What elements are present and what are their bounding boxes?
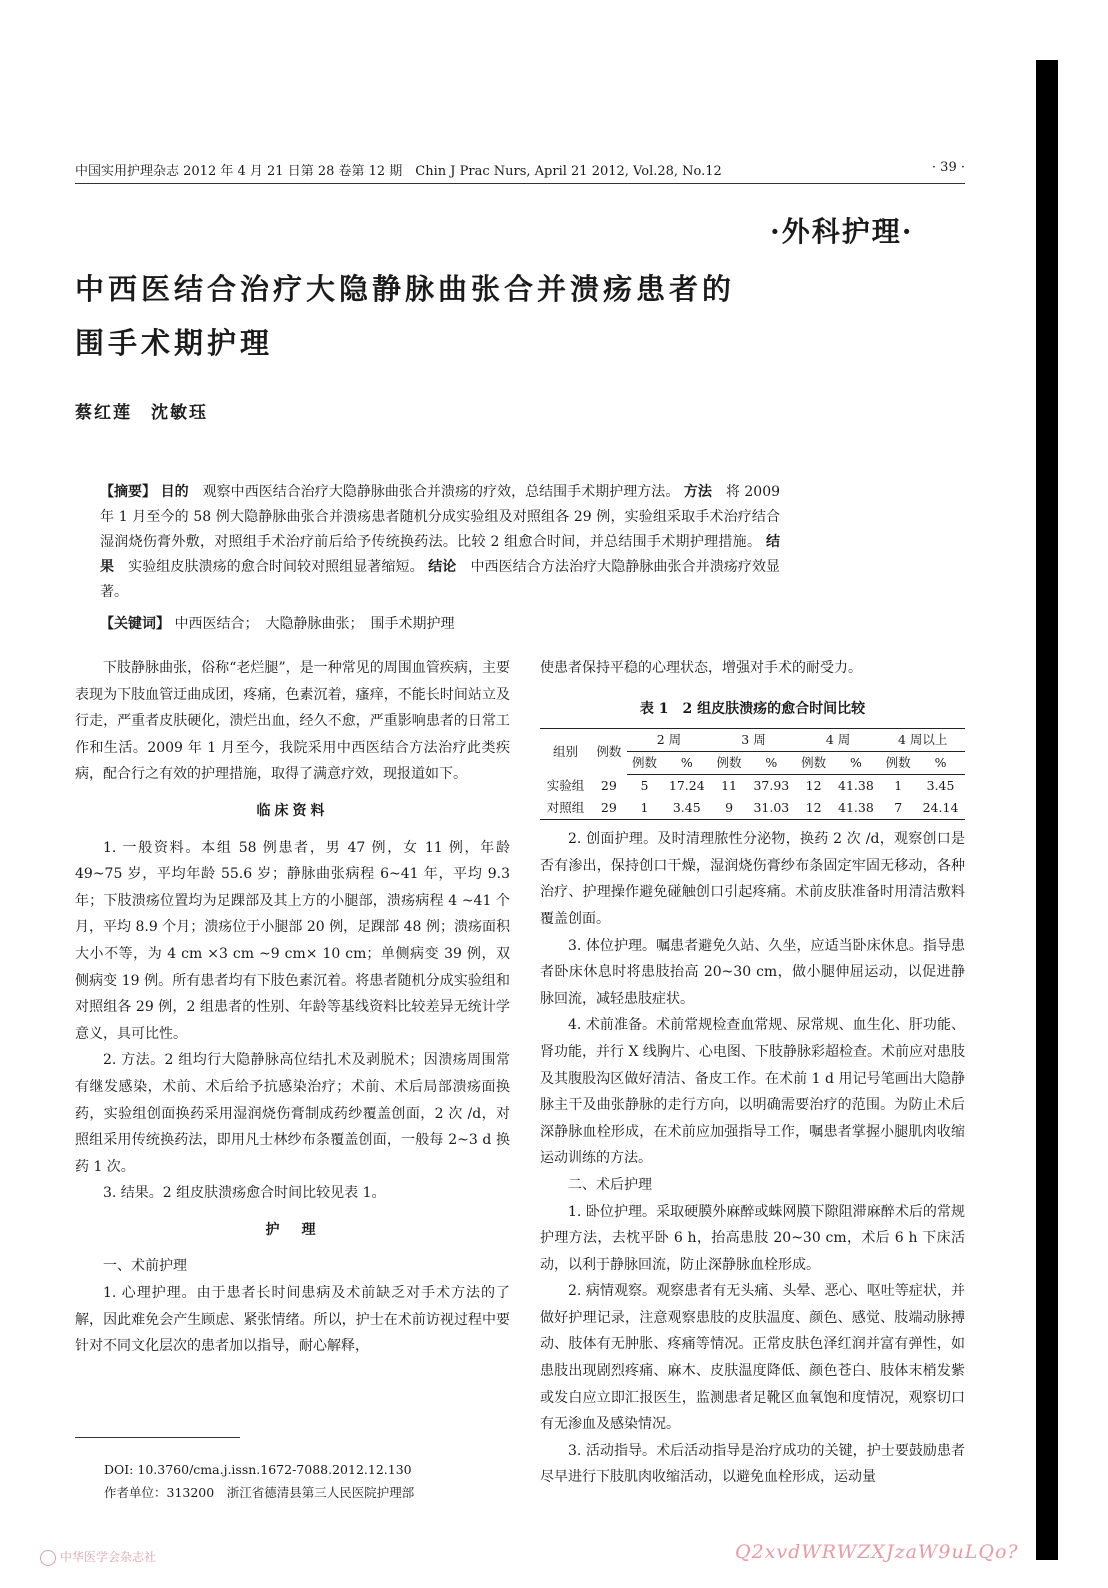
running-header — [75, 160, 965, 182]
right-column — [540, 655, 965, 1491]
paragraph-continued: 使患者保持平稳的心理状态，增强对手术的耐受力。 — [540, 660, 862, 676]
objective-text: 观察中西医结合治疗大隐静脉曲张合并溃疡的疗效，总结围手术期护理方法。 — [188, 484, 680, 500]
seal-icon — [40, 1550, 56, 1566]
cell-value: 24.14 — [916, 797, 965, 820]
footnote-rule — [75, 1437, 240, 1438]
sub-header-pct: % — [662, 752, 711, 775]
journal-citation: 中国实用护理杂志 2012 年 4 月 21 日第 28 卷第 12 期 Chin J Prac Nurs, April 21 2012, Vol.28, No.12 — [75, 164, 722, 179]
table-title: 表 1 2 组皮肤溃疡的愈合时间比较 — [639, 700, 866, 717]
method-label: 方法 — [683, 484, 712, 500]
id-watermark: Q2xvdWRWZXJzaW9uLQo? — [735, 1541, 1019, 1563]
title-line-1: 中西医结合治疗大隐静脉曲张合并溃疡患者的 — [75, 272, 736, 306]
sub-header-pct: % — [916, 752, 965, 775]
authors: 蔡红莲 沈敏珏 — [75, 403, 208, 423]
cell-value: 3.45 — [662, 797, 711, 820]
result-label: 结果 — [100, 534, 781, 575]
sub-header-count: 例数 — [796, 752, 832, 775]
scan-edge-bar — [1036, 60, 1058, 1560]
keywords-label: 【关键词】 — [100, 616, 170, 632]
col-header-period: 4 周 — [796, 729, 881, 752]
sub-header-pct: % — [831, 752, 880, 775]
paragraph-wound-care: 2. 创面护理。及时清理脓性分泌物，换药 2 次 /d，观察创口是否有渗出，保持创口干燥，湿润烧伤膏纱布条固定牢固无移动，各种治疗、护理操作避免碰触创口引起疼痛。术前皮肤准备时用清洁敷料覆盖创面。 — [540, 831, 965, 927]
keywords — [100, 612, 780, 637]
col-header-period: 2 周 — [627, 729, 712, 752]
cell-value: 3.45 — [926, 778, 955, 794]
method-text: 将 2009 年 1 月至今的 58 例大隐静脉曲张合并溃疡患者随机分成实验组及对照组各 29 例，实验组采取手术治疗结合湿润烧伤膏外敷，对照组手术治疗前后给予传统换药法。比较 2 组愈合时间，并总结围手术期护理措施。 — [100, 484, 781, 550]
author-affiliation: 作者单位：313200 浙江省德清县第三人民医院护理部 — [104, 1485, 415, 1500]
left-column — [75, 655, 510, 1360]
paragraph-preop-prep: 4. 术前准备。术前常规检查血常规、尿常规、血生化、肝功能、肾功能，并行 X 线胸片、心电图、下肢静脉彩超检查。术前应对患肢及其腹股沟区做好清洁、备皮工作。在术前 1 d 用记号笔画出大隐静脉主干及曲张静脉的走行方向，以明确需要治疗的范围。为防止术后深静脉血栓形成，在术前应加强指导工作，嘱患者掌握小腿肌肉收缩运动训练的方法。 — [540, 1017, 965, 1167]
cell-value: 41.38 — [838, 778, 874, 794]
cell-value: 5 — [640, 778, 649, 794]
title-line-2: 围手术期护理 — [75, 326, 274, 360]
publisher-watermark-text: 中华医学会杂志社 — [60, 1550, 157, 1564]
cell-value: 12 — [805, 778, 822, 794]
cell-value: 17.24 — [668, 778, 705, 794]
healing-time-table — [540, 728, 965, 820]
section-tag: ·外科护理· — [770, 215, 914, 248]
cell-n: 29 — [600, 777, 617, 793]
cell-group: 对照组 — [540, 797, 591, 820]
col-header-period: 3 周 — [711, 729, 796, 752]
sub-header-pct: % — [747, 752, 796, 775]
objective-label: 目的 — [160, 484, 189, 500]
col-header-period: 4 周以上 — [880, 729, 965, 752]
table-row — [540, 797, 965, 820]
paragraph-observation: 2. 病情观察。观察患者有无头痛、头晕、恶心、呕吐等症状，并做好护理记录，注意观察患肢的皮肤温度、颜色、感觉、肢端动脉搏动、肢体有无肿胀、疼痛等情况。正常皮肤色泽红润并富有弹性，如患肢出现剧烈疼痛、麻木、皮肤温度降低、颜色苍白、肢体末梢发紫或发白应立即汇报医生，监测患者足靴区血氧饱和度情况，观察切口有无渗血及感染情况。 — [540, 1283, 965, 1433]
cell-value: 1 — [627, 797, 663, 820]
cell-value: 9 — [711, 797, 747, 820]
sub-header-count: 例数 — [880, 752, 916, 775]
sub-header-count: 例数 — [711, 752, 747, 775]
col-header-n: 例数 — [591, 729, 627, 775]
col-header-group: 组别 — [540, 729, 591, 775]
paragraph-methods: 2. 方法。2 组均行大隐静脉高位结扎术及剥脱术；因溃疡周围常有继发感染，术前、术后给予抗感染治疗；术前、术后局部溃疡面换药，实验组创面换药采用湿润烧伤膏制成药纱覆盖创面，2 次 /d，对照组采用传统换药法，即用凡士林纱布条覆盖创面，一般每 2~3 d 换药 1 次。 — [75, 1052, 510, 1175]
cell-value: 31.03 — [747, 797, 796, 820]
paragraph-position-care: 3. 体位护理。嘱患者避免久站、久坐，应适当卧床休息。指导患者卧床休息时将患肢抬高 20~30 cm，做小腿伸屈运动，以促进静脉回流，减轻患肢症状。 — [540, 937, 965, 1007]
paragraph-general-data: 1. 一般资料。本组 58 例患者，男 47 例，女 11 例，年龄 49~75 岁，平均年龄 55.6 岁；静脉曲张病程 6~41 年，平均 9.3 年；下肢溃疡位置均为足踝部及其上方的小腿部，溃疡病程 4 ~41 个月，平均 8.9 个月；溃疡位于小腿部 20 例，足踝部 48 例；溃疡面积大小不等，为 4 cm ×3 cm ~9 cm× 10 cm；单侧病变 39 例，双侧病变 19 例。所有患者均有下肢色素沉着。将患者随机分成实验组和对照组各 29 例，2 组患者的性别、年龄等基线资料比较差异无统计学意义，具可比性。 — [75, 839, 510, 1042]
cell-value: 1 — [894, 778, 903, 794]
cell-value: 12 — [796, 797, 832, 820]
header-rule — [75, 183, 965, 184]
cell-n: 29 — [591, 797, 627, 820]
subheading-postop: 二、术后护理 — [568, 1176, 652, 1193]
cell-value: 37.93 — [753, 778, 790, 794]
section-heading-nursing: 护 理 — [265, 1221, 320, 1238]
sub-header-count: 例数 — [627, 752, 663, 775]
conclusion-label: 结论 — [428, 559, 457, 575]
publisher-watermark — [40, 1548, 156, 1566]
result-text: 实验组皮肤溃疡的愈合时间较对照组显著缩短。 — [114, 559, 424, 575]
paragraph-activity: 3. 活动指导。术后活动指导是治疗成功的关键，护士要鼓励患者尽早进行下肢肌肉收缩活动，以避免血栓形成，运动量 — [540, 1442, 965, 1486]
section-heading-clinical: 临床资料 — [256, 802, 329, 819]
cell-value: 41.38 — [831, 797, 880, 820]
cell-value: 7 — [880, 797, 916, 820]
footnote — [104, 1458, 524, 1504]
page-number: · 39 · — [931, 160, 965, 175]
conclusion-text: 中西医结合方法治疗大隐静脉曲张合并溃疡疗效显著。 — [100, 559, 781, 600]
doi: DOI: 10.3760/cma.j.issn.1672-7088.2012.12.130 — [104, 1462, 412, 1477]
paragraph-results: 3. 结果。2 组皮肤溃疡愈合时间比较见表 1。 — [103, 1185, 386, 1202]
keywords-text: 中西医结合； 大隐静脉曲张； 围手术期护理 — [174, 616, 455, 632]
cell-value: 11 — [721, 778, 738, 794]
table-row — [540, 775, 965, 798]
article-title — [75, 262, 795, 370]
paragraph-psych-care: 1. 心理护理。由于患者长时间患病及术前缺乏对手术方法的了解，因此难免会产生顾虑、紧张情绪。所以，护士在术前访视过程中要针对不同文化层次的患者加以指导，耐心解释， — [75, 1285, 510, 1355]
subheading-preop: 一、术前护理 — [103, 1258, 187, 1275]
abstract-label: 【摘要】 — [100, 484, 157, 500]
cell-group: 实验组 — [546, 777, 585, 793]
paragraph-bed-position: 1. 卧位护理。采取硬膜外麻醉或蛛网膜下隙阻滞麻醉术后的常规护理方法，去枕平卧 6 h，抬高患肢 20~30 cm，术后 6 h 下床活动，以利于静脉回流，防止深静脉血栓形成。 — [540, 1203, 965, 1273]
intro-paragraph: 下肢静脉曲张，俗称“老烂腿”，是一种常见的周围血管疾病，主要表现为下肢血管迂曲成团，疼痛，色素沉着，瘙痒，不能长时间站立及行走，严重者皮肤硬化，溃烂出血，经久不愈，严重影响患者的日常工作和生活。2009 年 1 月至今，我院采用中西医结合方法治疗此类疾病，配合行之有效的护理措施，取得了满意疗效，现报道如下。 — [75, 660, 510, 783]
abstract — [100, 480, 780, 605]
